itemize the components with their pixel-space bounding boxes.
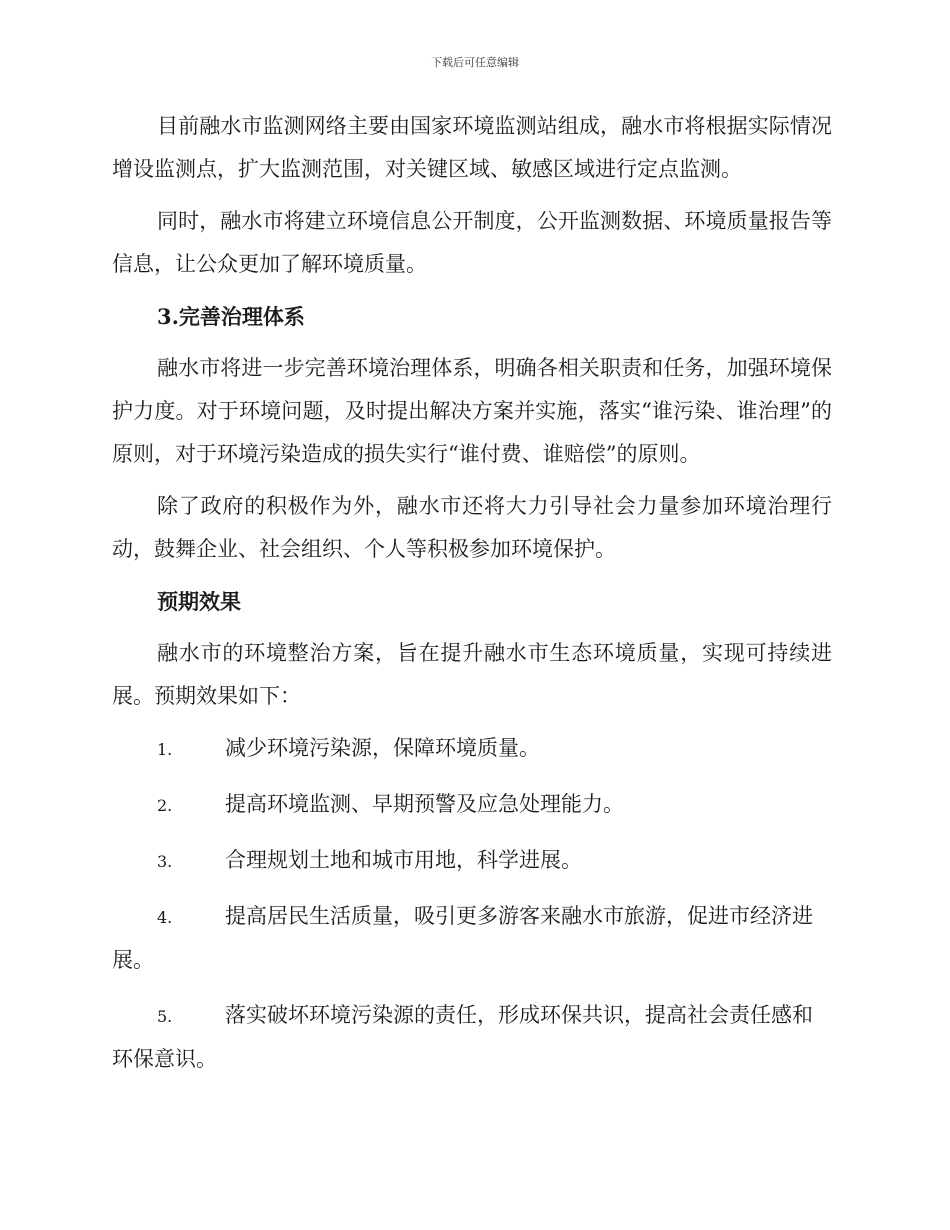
page-header: 下载后可任意编辑 [431,56,519,69]
paragraph-governance-system: 融水市将进一步完善环境治理体系，明确各相关职责和任务，加强环境保护力度。对于环境问题，及时提出解决方案并实施，落实“谁污染、谁治理”的原则，对于环境污染造成的损失实行“谁付费、谁赔偿”的原则。 [112,356,832,466]
list-item [112,783,832,827]
list-item [112,994,832,1081]
list-item-number: 3. [157,852,173,871]
list-item-text: 合理规划土地和城市用地，科学进展。 [225,848,582,872]
paragraph-monitoring-network: 目前融水市监测网络主要由国家环境监测站组成，融水市将根据实际情况增设监测点，扩大监测范围，对关键区域、敏感区域进行定点监测。 [112,114,832,181]
list-item [112,727,832,771]
list-item [112,895,832,982]
list-item-text: 提高环境监测、早期预警及应急处理能力。 [225,792,624,816]
section-heading-expected-effects: 预期效果 [157,589,241,614]
paragraph-info-disclosure: 同时，融水市将建立环境信息公开制度，公开监测数据、环境质量报告等信息，让公众更加了解环境质量。 [112,209,832,276]
list-item-text: 落实破坏环境污染源的责任，形成环保共识，提高社会责任感和环保意识。 [112,1003,813,1071]
list-item-number: 5. [157,1007,173,1026]
section-heading-governance: 3.完善治理体系 [157,304,305,329]
paragraph-social-participation: 除了政府的积极作为外，融水市还将大力引导社会力量参加环境治理行动，鼓舞企业、社会组织、个人等积极参加环境保护。 [112,494,832,561]
paragraph-effects-intro: 融水市的环境整治方案，旨在提升融水市生态环境质量，实现可持续进展。预期效果如下： [112,641,832,708]
list-item-text: 减少环境污染源，保障环境质量。 [225,736,540,760]
document-body [112,105,832,1093]
list-item [112,839,832,883]
list-item-number: 1. [157,740,173,759]
effects-list [112,727,832,1081]
list-item-number: 2. [157,796,173,815]
list-item-number: 4. [157,908,173,927]
list-item-text: 提高居民生活质量，吸引更多游客来融水市旅游，促进市经济进展。 [112,904,813,972]
